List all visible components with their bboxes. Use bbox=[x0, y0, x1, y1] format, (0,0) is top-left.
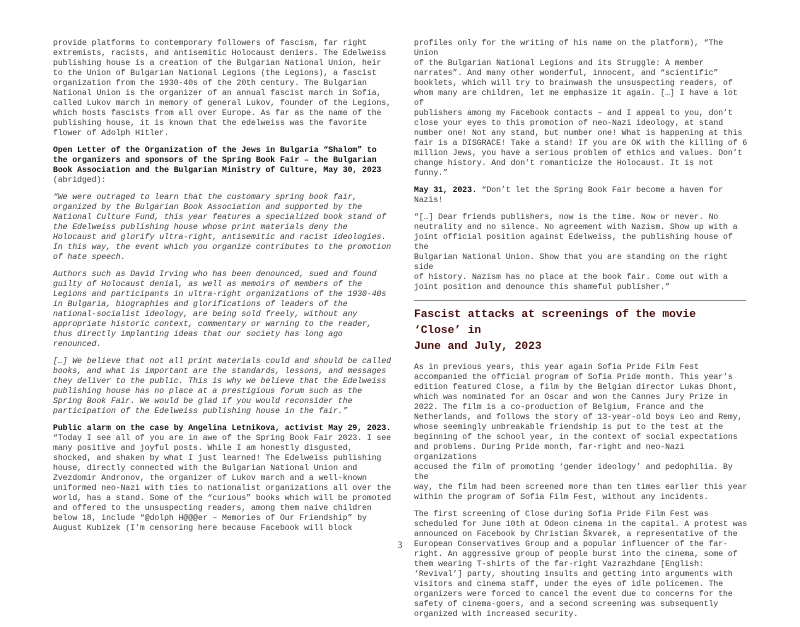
open-letter-title: Open Letter of the Organization of the Jews in Bulgaria “Shalom” to the organizers and sponsors of the Spring Book Fair – the Bulgarian Book Association and the Bulgarian Ministry of Culture, May 30, 2023 bbox=[53, 146, 382, 175]
section-paragraph-1: As in previous years, this year again Sofia Pride Film Fest accompanied the official program of Sofia Pride month. This year’s edition featured Close, a film by the Belgian director Lukas Dhont, which was nominated for an Oscar and won the Cannes Jury Prize in 2022. The film is a co-production of Belgium, France and the Netherlands, and follows the story of 13-year-old boys Leo and Remy, whose seemingly unbreakable friendship is put to the test at the beginning of the school year, in the context of social expectations and problems. During Pride month, far-right and neo-Nazi organizations accused the film of promoting ‘gender ideology’ and pedophilia. By the way, the film had been screened more than ten times earlier this year within the program of Sofia Film Fest, without any incidents. bbox=[414, 363, 748, 502]
section-divider bbox=[414, 300, 746, 301]
public-alarm-paragraph bbox=[53, 424, 393, 534]
may31-quote: “[…] Dear friends publishers, now is the time. Now or never. No neutrality and no silence. No agreement with Nazism. Show up with a joint official position against Edelweiss, the publishing house of the Bulgarian National Union. Show that you are standing on the right side of history. Nazism has no place at the book fair. Come out with a joint position and denounce this shameful publisher.” bbox=[414, 213, 738, 292]
right-column bbox=[414, 39, 748, 627]
section-heading: Fascist attacks at screenings of the movie ‘Close’ in June and July, 2023 bbox=[414, 309, 696, 353]
continuation-paragraph: profiles only for the writing of his name on the platform), “The Union of the Bulgarian National Legions and its Struggle: A member narrates”. And many other wonderful, innocent, and “scientific” booklets, which will try to brainwash the unsuspecting readers, of whom many are children, let me emphasize it again. […] I have a lot of publishers among my Facebook contacts – and I appeal to you, don’t close your eyes to this promotion of neo-Nazi ideology, at stand number one! Not any stand, but number one! What is happening at this fair is a DISGRACE! Take a stand! If you are OK with the killing of 6 million Jews, you have a serious problem of ethics and values. Don’t change history. And don’t romanticize the Holocaust. It is not funny.” bbox=[414, 39, 748, 178]
open-letter-quote-2: Authors such as David Irving who has been denounced, sued and found guilty of Holocaust denial, as well as memoirs of members of the Legions and participants in ultra-right organizations of the 1930-40s in Bulgaria, biographies and glorifications of leaders of the national-socialist ideology, are being sold freely, without any appropriate historic context, commentary or warning to the reader, thus directly implanting ideas that our society has long ago renounced. bbox=[53, 270, 387, 349]
may31-paragraph bbox=[414, 186, 748, 206]
left-column bbox=[53, 39, 393, 541]
may31-date: May 31, 2023. bbox=[414, 186, 477, 195]
page-number: 3 bbox=[397, 540, 403, 550]
open-letter-header bbox=[53, 146, 393, 186]
intro-paragraph: provide platforms to contemporary followers of fascism, far right extremists, racists, and antisemitic Holocaust deniers. The Edelweiss publishing house is a creation of the Bulgarian National Union, heir to the Union of Bulgarian National Legions (the Legions), a fascist organization from the 1930-40s of the 20th century. The Bulgarian National Union is the organizer of an annual fascist march in Sofia, called Lukov march in memory of general Lukov, founder of the Legions, which hosts fascists from all over Europe. As far as the name of the publishing house, it is known that the edelweiss was the favorite flower of Adolph Hitler. bbox=[53, 39, 392, 138]
public-alarm-title: Public alarm on the case by Angelina Letnikova, activist May 29, 2023. bbox=[53, 424, 392, 433]
may31-text: “Don’t let the Spring Book Fair become a haven for Nazis! bbox=[414, 186, 724, 205]
open-letter-note: (abridged): bbox=[53, 176, 107, 185]
open-letter-quote-1: “We were outraged to learn that the customary spring book fair, organized by the Bulgarian Book Association and supported by the National Culture Fund, this year features a specialized book stand of the Edelweiss publishing house whose print materials deny the Holocaust and glorify ultra-right, antisemitic and racist ideologies. In this way, the event which you organize contributes to the promotion of hate speech. bbox=[53, 193, 392, 262]
section-paragraph-2: The first screening of Close during Sofia Pride Film Fest was scheduled for June 10th at Odeon cinema in the capital. A protest was announced on Facebook by Christian Škvarek, a representative of the European Conservatives Group and a popular influencer of the far- right. An aggressive group of people burst into the cinema, some of them wearing T-shirts of the far-right Vazrazhdane [English: ‘Revival’] party, shouting insults and getting into arguments with visitors and cinema staff, under the eyes of idle policemen. The organizers were forced to cancel the event due to concerns for the safety of cinema-goers, and a second screening was subsequently organized with increased security. bbox=[414, 510, 748, 619]
public-alarm-body: “Today I see all of you are in awe of the Spring Book Fair 2023. I see many positive and joyful posts. While I am honestly disgusted, shocked, and shaken by what I just learned! The Edelweiss publishing house, directly connected with the Bulgarian National Union and Zvezdomir Andronov, the organizer of Lukov march and a well-known uniformed neo-Nazi with ties to nationalist organizations all over the world, has a stand. Some of the “curious” books which will be promoted and offered to the unsuspecting readers, among them naive children below 18, include “@dolph H@@@er – Memories of Our Friendship” by August Kubizek (I’m censoring here because Facebook will block bbox=[53, 434, 392, 533]
open-letter-quote-3: […] We believe that not all print materials could and should be called books, and what is important are the standards, lessons, and messages they deliver to the public. This is why we believe that the Edelweiss publishing house has no place at a prestigious forum such as the Spring Book Fair. We would be glad if you would reconsider the participation of the Edelweiss publishing house in the fair.” bbox=[53, 357, 392, 416]
